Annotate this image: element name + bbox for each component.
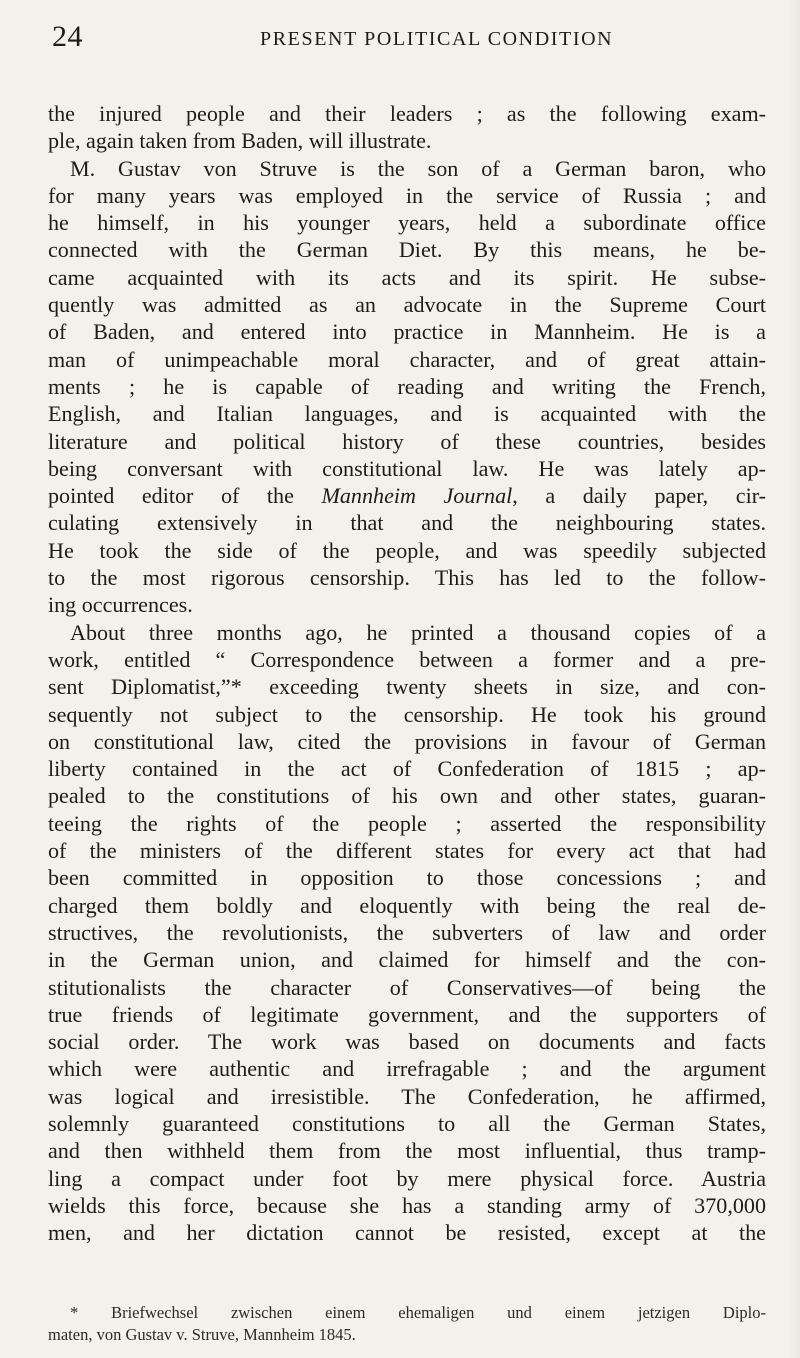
text-line: quently was admitted as an advocate in the Supreme Court	[48, 292, 766, 318]
text-line: ple, again taken from Baden, will illustrate.	[48, 128, 432, 154]
text-line: liberty contained in the act of Confederation of 1815 ; ap-	[48, 756, 766, 782]
footnote	[48, 1302, 766, 1346]
text-line: pealed to the constitutions of his own and other states, guaran-	[48, 783, 766, 809]
text-line: pointed editor of the Mannheim Journal, a daily paper, cir-	[48, 483, 766, 509]
text-line: been committed in opposition to those concessions ; and	[48, 865, 766, 891]
text-line: the injured people and their leaders ; as the following exam-	[48, 101, 766, 126]
text-line: wields this force, because she has a standing army of 370,000	[48, 1192, 766, 1218]
footnote-line: maten, von Gustav v. Struve, Mannheim 1845.	[48, 1325, 356, 1344]
text-line: for many years was employed in the service of Russia ; and	[48, 182, 766, 208]
text-line: literature and political history of these countries, besides	[48, 428, 766, 454]
text-line: structives, the revolutionists, the subverters of law and order	[48, 919, 766, 945]
body-text	[48, 100, 766, 1246]
text-line: in the German union, and claimed for himself and the con-	[48, 947, 766, 973]
text-line: stitutionalists the character of Conservatives—of being the	[48, 974, 766, 1000]
text-line: true friends of legitimate government, and the supporters of	[48, 1001, 766, 1027]
page-header	[52, 20, 748, 60]
text-line: which were authentic and irrefragable ; and the argument	[48, 1056, 766, 1082]
text-line: of Baden, and entered into practice in Mannheim. He is a	[48, 319, 766, 345]
page-edge-shadow	[788, 0, 800, 1358]
text-line: social order. The work was based on documents and facts	[48, 1029, 766, 1055]
text-line: About three months ago, he printed a thousand copies of a	[70, 619, 766, 645]
text-line: ing occurrences.	[48, 592, 193, 618]
text-line: culating extensively in that and the neighbouring states.	[48, 510, 766, 536]
text-line: sequently not subject to the censorship. He took his ground	[48, 701, 766, 727]
text-line: was logical and irresistible. The Confederation, he affirmed,	[48, 1083, 766, 1109]
text-line: ments ; he is capable of reading and writing the French,	[48, 373, 766, 399]
text-line: solemnly guaranteed constitutions to all the German States,	[48, 1110, 766, 1136]
text-line: being conversant with constitutional law. He was lately ap-	[48, 455, 766, 481]
text-line: on constitutional law, cited the provisions in favour of German	[48, 728, 766, 754]
text-line: to the most rigorous censorship. This has led to the follow-	[48, 565, 766, 591]
text-line: of the ministers of the different states for every act that had	[48, 838, 766, 864]
text-line: sent Diplomatist,”* exceeding twenty sheets in size, and con-	[48, 674, 766, 700]
text-line: men, and her dictation cannot be resisted, except at the	[48, 1220, 766, 1246]
text-line: connected with the German Diet. By this means, he be-	[48, 237, 766, 263]
running-head: PRESENT POLITICAL CONDITION	[260, 28, 614, 50]
text-line: ling a compact under foot by mere physical force. Austria	[48, 1165, 766, 1191]
text-line: English, and Italian languages, and is acquainted with the	[48, 401, 766, 427]
page-number: 24	[52, 20, 83, 53]
footnote-line: * Briefwechsel zwischen einem ehemaligen und einem jetzigen Diplo-	[70, 1303, 766, 1322]
text-line: teeing the rights of the people ; asserted the responsibility	[48, 810, 766, 836]
text-line: charged them boldly and eloquently with being the real de-	[48, 892, 766, 918]
text-line: M. Gustav von Struve is the son of a German baron, who	[70, 155, 766, 181]
journal-title: Mannheim Journal	[321, 483, 513, 509]
text-line: came acquainted with its acts and its spirit. He subse-	[48, 264, 766, 290]
text-line: he himself, in his younger years, held a subordinate office	[48, 210, 766, 236]
text-line: man of unimpeachable moral character, and of great attain-	[48, 346, 766, 372]
text-line: work, entitled “ Correspondence between a former and a pre-	[48, 646, 766, 672]
text-line: and then withheld them from the most influential, thus tramp-	[48, 1138, 766, 1164]
text-line: He took the side of the people, and was speedily subjected	[48, 537, 766, 563]
